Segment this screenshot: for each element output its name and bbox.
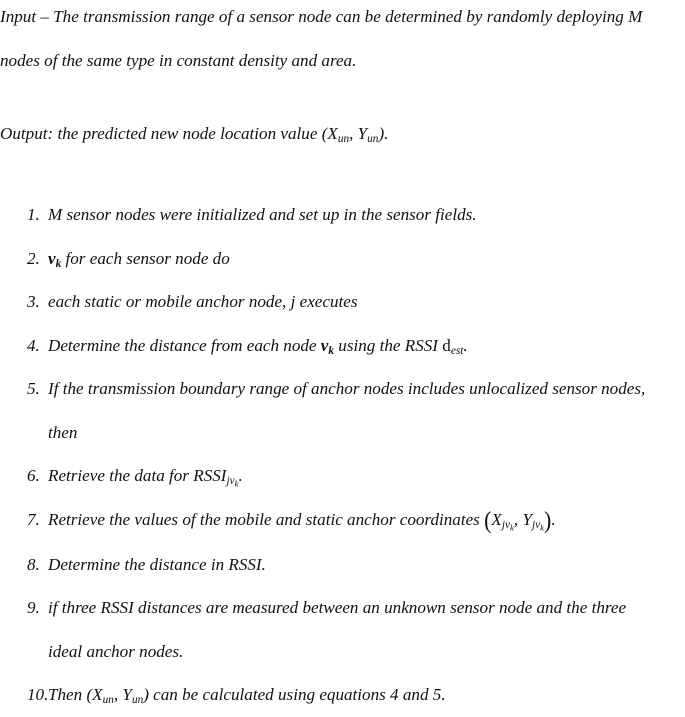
input-paragraph — [0, 0, 681, 83]
variable-d-est: $d_{est}$ — [442, 335, 464, 357]
list-item-text — [48, 324, 678, 368]
list-item-number: 5. — [27, 379, 40, 398]
list-item — [0, 237, 685, 281]
output-variable-x: $X_{un}$ — [327, 124, 350, 146]
list-item-text-before: Retrieve the values of the mobile and static anchor coordinates — [48, 509, 485, 529]
list-item — [0, 324, 685, 368]
list-item-text-after: . — [463, 335, 468, 355]
list-item-text — [48, 586, 678, 630]
list-item-text — [48, 454, 678, 498]
list-item — [0, 673, 685, 717]
output-variable-y: $Y_{un}$ — [357, 124, 379, 146]
list-item-line-2: then — [48, 422, 78, 442]
output-comma: , — [349, 124, 358, 143]
left-paren: ( — [484, 506, 492, 534]
list-item-line-1: If the transmission boundary range of anchor nodes includes unlocalized sensor nodes, — [48, 379, 646, 398]
list-item — [0, 498, 685, 543]
variable-x-jvk: $X_{jv_k}$ — [491, 509, 514, 532]
list-item-line-2: ideal anchor nodes. — [48, 641, 184, 661]
coordinate-separator: , — [513, 509, 523, 529]
list-item — [0, 586, 685, 673]
variable-v-k: $v_k$ — [320, 335, 335, 357]
list-item-text — [48, 673, 678, 717]
subscript-jvk — [226, 466, 239, 489]
right-paren: ) — [544, 506, 552, 534]
list-item-text — [48, 367, 678, 411]
subscript-inner: k — [234, 478, 239, 489]
list-item-number: 4. — [27, 335, 40, 355]
list-item-text-before: Then ( — [48, 685, 93, 705]
list-item — [0, 193, 685, 237]
list-item-text-before: Retrieve the data for $RSSI_{jv_k}$. — [48, 466, 243, 489]
list-item-text — [48, 237, 678, 281]
variable-y-jvk: $Y_{jv_k}$ — [522, 509, 545, 532]
list-item-continuation — [48, 411, 678, 455]
list-item-text-after: ) can be calculated using equations 4 and 5. — [143, 685, 446, 705]
variable-x-un: $X_{un}$ — [92, 685, 114, 707]
list-item — [0, 454, 685, 498]
output-paragraph — [0, 112, 681, 156]
coordinate-separator: , — [113, 685, 123, 705]
list-item-text-after: . — [551, 509, 556, 529]
output-suffix: ). — [378, 124, 389, 143]
list-item-text: each static or mobile anchor node, j executes — [48, 292, 358, 311]
list-item-number: 2. — [27, 248, 40, 268]
list-item-continuation — [48, 630, 678, 674]
list-item-number: 1. — [27, 205, 40, 224]
list-item-number: 7. — [27, 509, 40, 529]
input-line-1: Input – The transmission range of a sensor node can be determined by randomly deploying M — [0, 7, 643, 26]
list-item — [0, 543, 685, 587]
list-item-number: 9. — [27, 598, 40, 618]
list-item-number: 6. — [27, 466, 40, 485]
list-item-tail: for each sensor node do — [61, 248, 230, 268]
list-item — [0, 280, 685, 324]
input-line-2: nodes of the same type in constant density and area. — [0, 51, 357, 70]
list-item-text-after: . — [238, 466, 243, 485]
algorithm-step-list — [0, 193, 685, 717]
variable-v-k: $v_k$ — [48, 248, 62, 270]
list-item-number: 10. — [27, 685, 49, 705]
list-item — [0, 367, 685, 454]
output-prefix: Output: the predicted new node location value ( — [0, 124, 328, 143]
coordinate-pair — [484, 506, 552, 534]
list-item-number: 3. — [27, 292, 40, 311]
list-item-text — [48, 498, 678, 543]
list-item-line-1: if three RSSI distances are measured between an unknown sensor node and the three — [48, 598, 627, 618]
list-item-text-before: Determine the distance from each node — [48, 335, 321, 355]
variable-y-un: $Y_{un}$ — [122, 685, 144, 707]
subscript-outer: jvk — [226, 475, 239, 489]
list-item-text: Determine the distance in RSSI. — [48, 554, 266, 574]
list-item-number: 8. — [27, 554, 40, 574]
list-item-text-middle: using the RSSI — [334, 335, 443, 355]
list-item-text: M sensor nodes were initialized and set up in the sensor fields. — [48, 205, 477, 224]
